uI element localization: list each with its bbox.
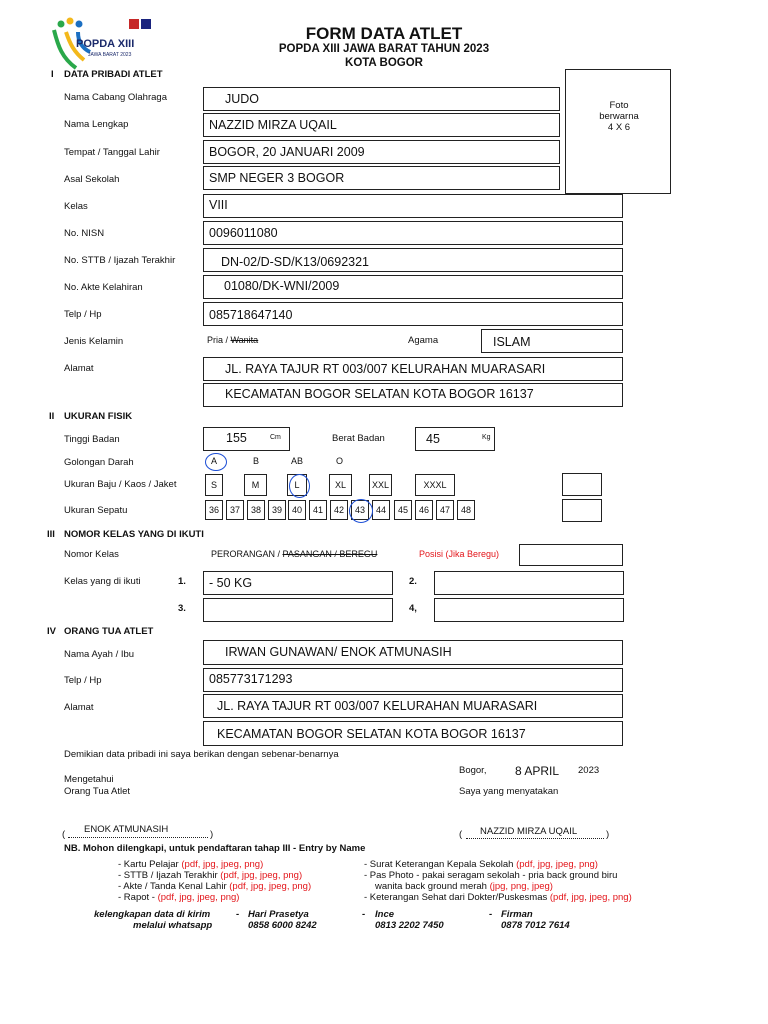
- sepatu-extra-field[interactable]: [562, 499, 602, 522]
- kelas-ikut-number-4: 4,: [409, 603, 417, 614]
- agama-value: ISLAM: [493, 335, 531, 349]
- tinggi-unit: Cm: [270, 434, 281, 441]
- contact-2-name: Ince: [375, 909, 395, 920]
- kelas-value: VIII: [209, 198, 228, 212]
- photo-label-3: 4 X 6: [607, 122, 631, 133]
- sekolah-value: SMP NEGER 3 BOGOR: [209, 171, 345, 185]
- berat-label: Berat Badan: [332, 433, 385, 444]
- darah-selected-circle: [205, 453, 227, 471]
- darah-option-a[interactable]: A: [211, 456, 218, 466]
- kelas-ikut-field-4[interactable]: [434, 598, 624, 622]
- note-right-2: - Pas Photo - pakai seragam sekolah - pria back ground biru: [364, 870, 618, 881]
- tinggi-label: Tinggi Badan: [64, 434, 120, 445]
- contact-2-dash: -: [362, 909, 366, 920]
- agama-label: Agama: [408, 335, 439, 346]
- sepatu-option-37[interactable]: 37: [226, 500, 244, 520]
- note-right-1: - Surat Keterangan Kepala Sekolah (pdf, jpg, jpeg, png): [364, 859, 598, 870]
- posisi-field[interactable]: [519, 544, 623, 566]
- ortu-telp-label: Telp / Hp: [64, 675, 102, 686]
- sepatu-label: Ukuran Sepatu: [64, 505, 128, 516]
- contact-2-phone[interactable]: 0813 2202 7450: [375, 920, 444, 931]
- declaration-saya: Saya yang menyatakan: [459, 786, 559, 797]
- baju-selected-circle: [289, 474, 310, 498]
- form-subtitle: POPDA XIII JAWA BARAT TAHUN 2023: [278, 43, 490, 55]
- sepatu-option-44[interactable]: 44: [372, 500, 390, 520]
- ortu-alamat-value-1: JL. RAYA TAJUR RT 003/007 KELURAHAN MUARASARI: [217, 699, 538, 713]
- ortu-alamat-value-2: KECAMATAN BOGOR SELATAN KOTA BOGOR 16137: [217, 727, 526, 741]
- sepatu-option-48[interactable]: 48: [457, 500, 475, 520]
- kelas-ikut-field-3[interactable]: [203, 598, 393, 622]
- nisn-label: No. NISN: [64, 228, 105, 239]
- section-3-title: NOMOR KELAS YANG DI IKUTI: [64, 529, 204, 540]
- form-city: KOTA BOGOR: [345, 57, 423, 69]
- nomor-pasangan-struck: PASANGAN / BEREGU: [282, 549, 378, 559]
- darah-option-o[interactable]: O: [336, 456, 344, 466]
- declaration-statement: Demikian data pribadi ini saya berikan dengan sebenar-benarnya: [64, 749, 339, 760]
- sign-left-open: (: [62, 829, 66, 840]
- sign-right-line: [466, 838, 604, 839]
- contact-1-name: Hari Prasetya: [248, 909, 309, 920]
- sepatu-option-39[interactable]: 39: [268, 500, 286, 520]
- akte-label: No. Akte Kelahiran: [64, 282, 143, 293]
- sign-left-name[interactable]: ENOK ATMUNASIH: [84, 824, 169, 835]
- kelas-field[interactable]: [203, 194, 623, 218]
- declaration-date: 8 APRIL: [515, 764, 560, 778]
- declaration-ortu: Orang Tua Atlet: [64, 786, 131, 797]
- sign-right-name[interactable]: NAZZID MIRZA UQAIL: [480, 826, 578, 837]
- ttl-label: Tempat / Tanggal Lahir: [64, 147, 160, 158]
- telp-label: Telp / Hp: [64, 309, 102, 320]
- akte-value: 01080/DK-WNI/2009: [224, 279, 340, 293]
- logo-subtext: JAWA BARAT 2023: [88, 52, 132, 58]
- contact-1-dash: -: [236, 909, 240, 920]
- alamat-value-2: KECAMATAN BOGOR SELATAN KOTA BOGOR 16137: [225, 387, 534, 401]
- section-2-title: UKURAN FISIK: [64, 411, 133, 422]
- note-left-1: - Kartu Pelajar (pdf, jpg, jpeg, png): [118, 859, 264, 870]
- kelas-ikut-number-2: 2.: [409, 576, 417, 587]
- kelas-ikut-number-1: 1.: [178, 576, 186, 587]
- darah-option-b[interactable]: B: [253, 456, 260, 466]
- note-right-4: - Keterangan Sehat dari Dokter/Puskesmas (pdf, jpg, jpeg, png): [364, 892, 632, 903]
- section-3-number: III: [47, 529, 55, 540]
- declaration-mengetahui: Mengetahui: [64, 774, 114, 785]
- contact-3-dash: -: [489, 909, 493, 920]
- sepatu-option-38[interactable]: 38: [247, 500, 265, 520]
- sepatu-option-47[interactable]: 47: [436, 500, 454, 520]
- alamat-value-1: JL. RAYA TAJUR RT 003/007 KELURAHAN MUARASARI: [225, 362, 546, 376]
- sepatu-option-40[interactable]: 40: [288, 500, 306, 520]
- kelas-label: Kelas: [64, 201, 88, 212]
- darah-option-ab[interactable]: AB: [291, 456, 304, 466]
- photo-box[interactable]: [565, 69, 671, 194]
- nomor-kelas-label: Nomor Kelas: [64, 549, 119, 560]
- sepatu-option-43[interactable]: 43: [351, 500, 369, 520]
- sepatu-selected-circle: [349, 499, 373, 523]
- note-left-3: - Akte / Tanda Kenal Lahir (pdf, jpg, jpeg, png): [118, 881, 312, 892]
- sttb-label: No. STTB / Ijazah Terakhir: [64, 255, 176, 266]
- sepatu-option-46[interactable]: 46: [415, 500, 433, 520]
- contact-1-phone[interactable]: 0858 6000 8242: [248, 920, 317, 931]
- note-left-2: - STTB / Ijazah Terakhir (pdf, jpg, jpeg, png): [118, 870, 303, 881]
- sign-left-line: [68, 837, 208, 838]
- note-left-4: - Rapot - (pdf, jpg, jpeg, png): [118, 892, 240, 903]
- baju-extra-field[interactable]: [562, 473, 602, 496]
- cabang-value: JUDO: [225, 92, 260, 106]
- section-4-title: ORANG TUA ATLET: [64, 626, 154, 637]
- photo-label-1: Foto: [609, 100, 629, 111]
- baju-option-xxl[interactable]: XXL: [369, 474, 392, 496]
- sign-left-close: ): [210, 829, 214, 840]
- jk-pria: Pria /: [207, 335, 231, 345]
- posisi-label: Posisi (Jika Beregu): [419, 549, 500, 559]
- nama-value: NAZZID MIRZA UQAIL: [209, 118, 337, 132]
- section-1-title: DATA PRIBADI ATLET: [64, 69, 163, 80]
- jk-wanita-struck: Wanita: [230, 335, 259, 345]
- section-2-number: II: [49, 411, 55, 422]
- logo-text: POPDA XIII: [76, 38, 135, 50]
- sekolah-label: Asal Sekolah: [64, 174, 120, 185]
- photo-label-2: berwarna: [599, 111, 639, 122]
- contact-3-phone[interactable]: 0878 7012 7614: [501, 920, 570, 931]
- baju-option-xxxl[interactable]: XXXL: [415, 474, 455, 496]
- ortu-label: Nama Ayah / Ibu: [64, 649, 135, 660]
- declaration-year: 2023: [578, 765, 600, 776]
- baju-option-s[interactable]: S: [205, 474, 223, 496]
- nomor-kelas-options[interactable]: [211, 549, 377, 559]
- nisn-value: 0096011080: [209, 226, 278, 240]
- nama-label: Nama Lengkap: [64, 119, 129, 130]
- baju-option-l[interactable]: L: [287, 474, 307, 496]
- berat-value: 45: [426, 432, 440, 446]
- nomor-perorangan: PERORANGAN /: [211, 549, 283, 559]
- sign-right-close: ): [606, 829, 610, 840]
- jk-label: Jenis Kelamin: [64, 336, 124, 347]
- kelas-ikut-number-3: 3.: [178, 603, 186, 614]
- note-right-3: wanita back ground merah (jpg, png, jpeg): [375, 881, 553, 892]
- ortu-alamat-label: Alamat: [64, 702, 94, 713]
- sepatu-option-41[interactable]: 41: [309, 500, 327, 520]
- baju-option-m[interactable]: M: [244, 474, 267, 496]
- sepatu-option-36[interactable]: 36: [205, 500, 223, 520]
- telp-value: 085718647140: [209, 308, 293, 322]
- ortu-telp-value: 085773171293: [209, 672, 293, 686]
- kelas-ikut-field-2[interactable]: [434, 571, 624, 595]
- kirim-line-1: kelengkapan data di kirim: [94, 909, 211, 920]
- sign-right-open: (: [459, 829, 463, 840]
- kelas-ikut-label: Kelas yang di ikuti: [64, 576, 141, 587]
- declaration-place: Bogor,: [459, 765, 487, 776]
- section-1-number: I: [51, 69, 54, 80]
- sepatu-option-45[interactable]: 45: [394, 500, 412, 520]
- jk-options[interactable]: [207, 335, 258, 345]
- kirim-line-2: melalui whatsapp: [133, 920, 213, 931]
- cabang-label: Nama Cabang Olahraga: [64, 92, 167, 103]
- sepatu-option-42[interactable]: 42: [330, 500, 348, 520]
- baju-label: Ukuran Baju / Kaos / Jaket: [64, 479, 177, 490]
- berat-unit: Kg: [482, 434, 491, 441]
- form-title: FORM DATA ATLET: [305, 24, 463, 43]
- section-4-number: IV: [47, 626, 56, 637]
- darah-label: Golongan Darah: [64, 457, 134, 468]
- notes-title: NB. Mohon dilengkapi, untuk pendaftaran tahap III - Entry by Name: [64, 843, 366, 854]
- baju-option-xl[interactable]: XL: [329, 474, 352, 496]
- contact-3-name: Firman: [501, 909, 533, 920]
- kelas-ikut-value-1: - 50 KG: [209, 576, 253, 590]
- ttl-value: BOGOR, 20 JANUARI 2009: [209, 145, 365, 159]
- alamat-label: Alamat: [64, 363, 94, 374]
- sttb-value: DN-02/D-SD/K13/0692321: [221, 255, 369, 269]
- tinggi-value: 155: [226, 431, 247, 445]
- ortu-value: IRWAN GUNAWAN/ ENOK ATMUNASIH: [225, 645, 452, 659]
